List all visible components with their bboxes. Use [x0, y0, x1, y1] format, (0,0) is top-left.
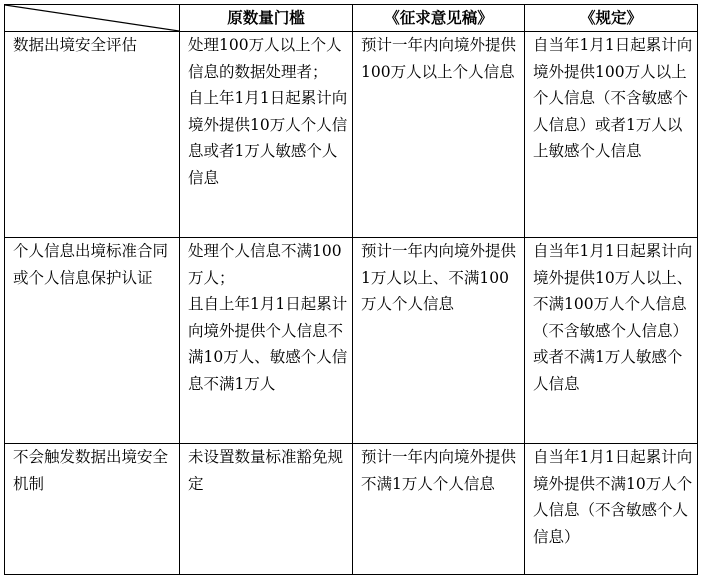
original-threshold-line: 自上年1月1日起累计向境外提供10万人个人信息或者1万人敏感个人信息 [188, 89, 348, 187]
row-original-threshold [180, 238, 353, 444]
comparison-table [4, 4, 698, 575]
row-rules: 自当年1月1日起累计向境外提供100万人以上个人信息（不含敏感个人信息）或者1万人以上敏感个人信息 [525, 32, 698, 238]
header-corner-cell [5, 5, 180, 32]
row-draft: 预计一年内向境外提供不满1万人个人信息 [353, 444, 525, 575]
original-threshold-line: 处理个人信息不满100万人； [188, 242, 342, 287]
row-draft: 预计一年内向境外提供100万人以上个人信息 [353, 32, 525, 238]
row-category: 个人信息出境标准合同或个人信息保护认证 [5, 238, 180, 444]
row-category: 数据出境安全评估 [5, 32, 180, 238]
row-category: 不会触发数据出境安全机制 [5, 444, 180, 575]
original-threshold-line: 处理100万人以上个人信息的数据处理者； [188, 36, 342, 81]
row-draft: 预计一年内向境外提供1万人以上、不满100万人个人信息 [353, 238, 525, 444]
table-row [5, 238, 698, 444]
header-rules: 《规定》 [525, 5, 698, 32]
header-row [5, 5, 698, 32]
row-original-threshold [180, 444, 353, 575]
row-rules: 自当年1月1日起累计向境外提供10万人以上、不满100万人个人信息（不含敏感个人信息）或者不满1万人敏感个人信息 [525, 238, 698, 444]
original-threshold-line: 且自上年1月1日起累计向境外提供个人信息不满10万人、敏感个人信息不满1万人 [188, 295, 348, 393]
header-draft: 《征求意见稿》 [353, 5, 525, 32]
table-row [5, 444, 698, 575]
row-original-threshold [180, 32, 353, 238]
diagonal-divider [5, 5, 179, 31]
table-row [5, 32, 698, 238]
header-original-threshold: 原数量门槛 [180, 5, 353, 32]
original-threshold-line: 未设置数量标准豁免规定 [188, 448, 344, 493]
row-rules: 自当年1月1日起累计向境外提供不满10万人个人信息（不含敏感个人信息） [525, 444, 698, 575]
